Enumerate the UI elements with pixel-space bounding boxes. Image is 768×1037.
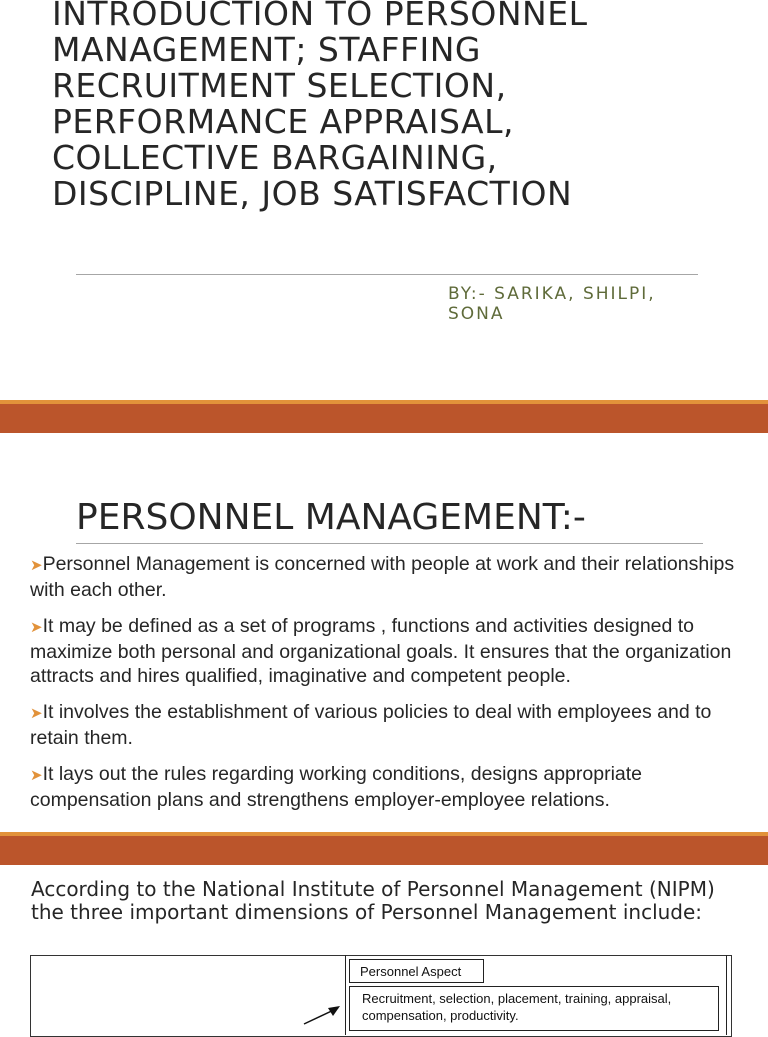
slide-separator — [0, 404, 768, 433]
section-heading: PERSONNEL MANAGEMENT:- — [76, 497, 586, 538]
personnel-aspect-box: Personnel Aspect — [349, 959, 484, 983]
bullet-arrow-icon: ➤ — [30, 767, 43, 784]
bullet-arrow-icon: ➤ — [30, 557, 43, 574]
title-line: INTRODUCTION TO PERSONNEL — [52, 0, 588, 33]
bullet-arrow-icon: ➤ — [30, 619, 43, 636]
slide3-intro-text: According to the National Institute of Personnel Management (NIPM) the three important dimensions of Personnel Management include: — [31, 877, 715, 924]
title-line: PERFORMANCE APPRAISAL, — [52, 102, 514, 141]
bullet-item — [30, 614, 750, 688]
title-divider — [76, 274, 698, 275]
bullet-text: It involves the establishment of various policies to deal with employees and to retain them. — [30, 701, 712, 749]
bullet-text: It may be defined as a set of programs , functions and activities designed to maximize both personal and organizational goals. It ensures that the organization attracts and hires qualified, imaginative and competent people. — [30, 615, 732, 687]
bullet-item — [30, 700, 750, 750]
bullet-item — [30, 552, 750, 602]
author-byline: BY:- SARIKA, SHILPI, SONA — [448, 284, 656, 324]
personnel-aspect-detail: Recruitment, selection, placement, training, appraisal, compensation, productivity. — [349, 986, 719, 1031]
slide-separator — [0, 836, 768, 865]
title-line: DISCIPLINE, JOB SATISFACTION — [52, 174, 573, 213]
title-line: COLLECTIVE BARGAINING, — [52, 138, 498, 177]
heading-divider — [76, 543, 703, 544]
bullet-text: It lays out the rules regarding working conditions, designs appropriate compensation plans and strengthens employer-employee relations. — [30, 763, 643, 811]
bullet-text: Personnel Management is concerned with people at work and their relationships with each other. — [30, 553, 735, 601]
slide-title — [52, 0, 752, 212]
bullet-list — [30, 552, 750, 824]
bullet-arrow-icon: ➤ — [30, 705, 43, 722]
title-line: RECRUITMENT SELECTION, — [52, 66, 507, 105]
title-line: MANAGEMENT; STAFFING — [52, 30, 481, 69]
diagram-arrow-icon — [300, 1000, 346, 1026]
bullet-item — [30, 762, 750, 812]
